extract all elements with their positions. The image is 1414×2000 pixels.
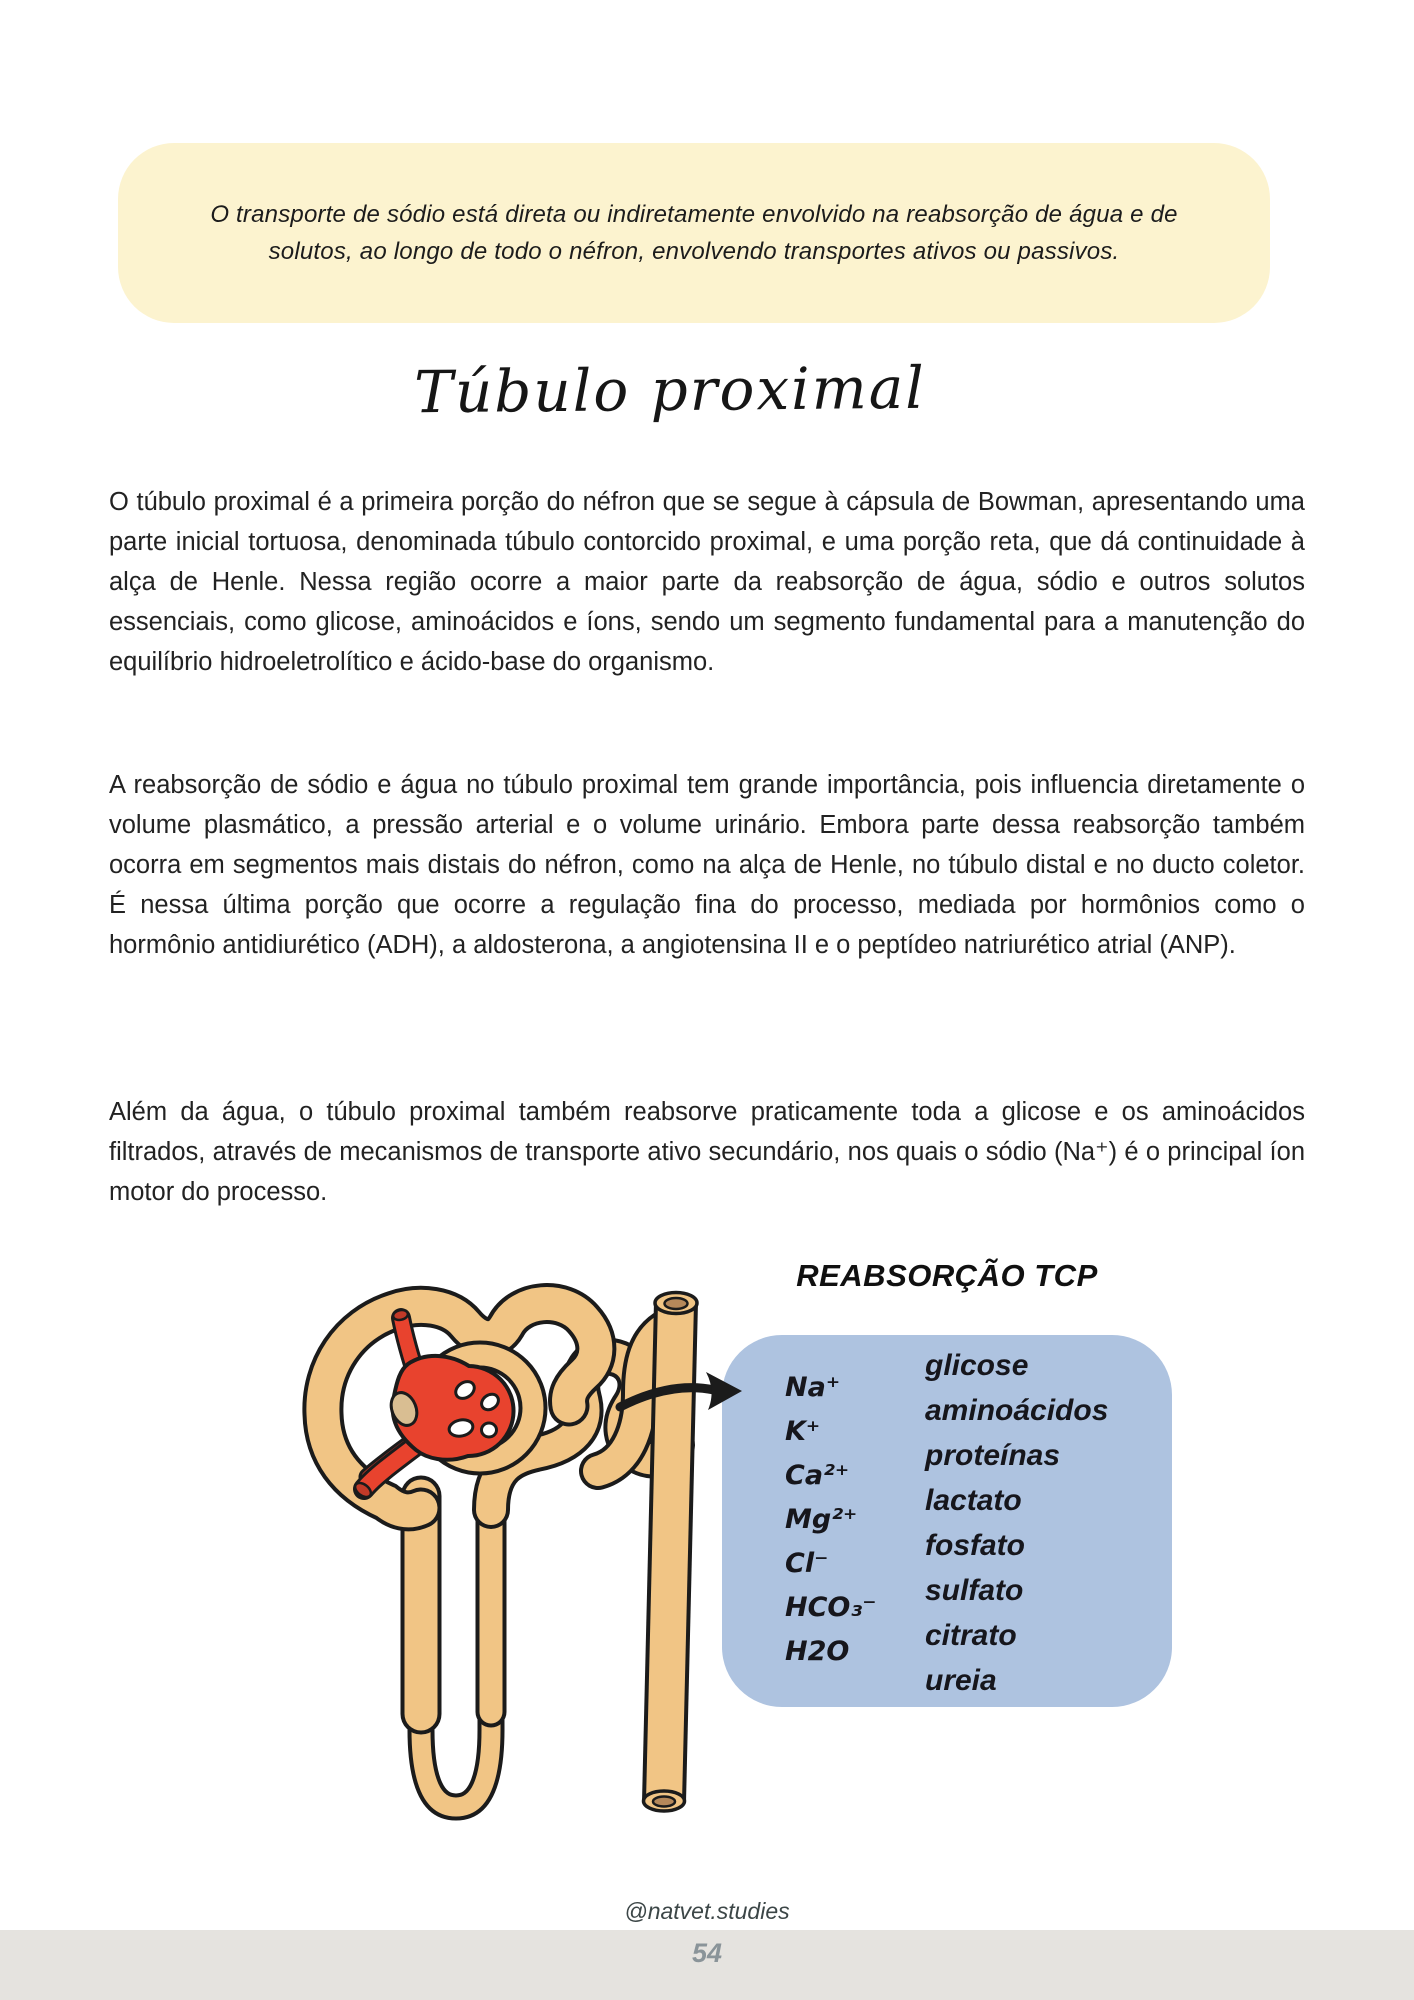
list-item: ureia — [925, 1664, 997, 1697]
list-item: sulfato — [925, 1574, 1024, 1607]
nephron-illustration — [268, 1262, 748, 1857]
list-item: aminoácidos — [925, 1394, 1109, 1427]
paragraph-importance: A reabsorção de sódio e água no túbulo proximal tem grande importância, pois influencia diretamente o volume plasmático, a pressão arterial e o volume urinário. Embora parte dessa reabsorção também ocorra em segmentos mais distais do néfron, como na alça de Henle, no túbulo distal e no ducto coletor. É nessa última porção que ocorre a regulação fina do processo, mediada por hormônios como o hormônio antidiurético (ADH), a aldosterona, a angiotensina II e o peptídeo natriurético atrial (ANP). — [109, 771, 1305, 959]
list-item: Na⁺ — [785, 1372, 841, 1403]
paragraph-glucose: Além da água, o túbulo proximal também reabsorve praticamente toda a glicose e os aminoácidos filtrados, através de mecanismos de transporte ativo secundário, nos quais o sódio (Na⁺) é o principal íon motor do processo. — [109, 1098, 1305, 1206]
ion-list — [785, 1366, 935, 1674]
list-item: proteínas — [925, 1439, 1061, 1472]
list-item: K⁺ — [785, 1416, 821, 1447]
figure-heading: REABSORÇÃO TCP — [796, 1258, 1098, 1293]
list-item: lactato — [925, 1484, 1022, 1517]
highlight-callout — [118, 143, 1270, 323]
page-number: 54 — [691, 1938, 723, 1968]
footer-handle: @natvet.studies — [624, 1898, 790, 1924]
list-item: Mg²⁺ — [785, 1504, 858, 1535]
list-item: Ca²⁺ — [785, 1460, 850, 1491]
substance-list — [925, 1343, 1165, 1703]
list-item: Cl⁻ — [785, 1548, 829, 1579]
list-item: HCO₃⁻ — [785, 1592, 877, 1623]
paragraph-intro: O túbulo proximal é a primeira porção do néfron que se segue à cápsula de Bowman, apresentando uma parte inicial tortuosa, denominada túbulo contorcido proximal, e uma porção reta, que dá continuidade à alça de Henle. Nessa região ocorre a maior parte da reabsorção de água, sódio e outros solutos essenciais, como glicose, aminoácidos e íons, sendo um segmento fundamental para a manutenção do equilíbrio hidroeletrolítico e ácido-base do organismo. — [109, 488, 1305, 676]
list-item: glicose — [925, 1349, 1029, 1382]
list-item: citrato — [925, 1619, 1017, 1652]
page-title: Túbulo proximal — [413, 353, 927, 427]
list-item: fosfato — [925, 1529, 1025, 1562]
callout-text: O transporte de sódio está direta ou indiretamente envolvido na reabsorção de água e de solutos, ao longo de todo o néfron, envolvendo transportes ativos ou passivos. — [210, 201, 1178, 265]
list-item: H2O — [785, 1636, 850, 1667]
